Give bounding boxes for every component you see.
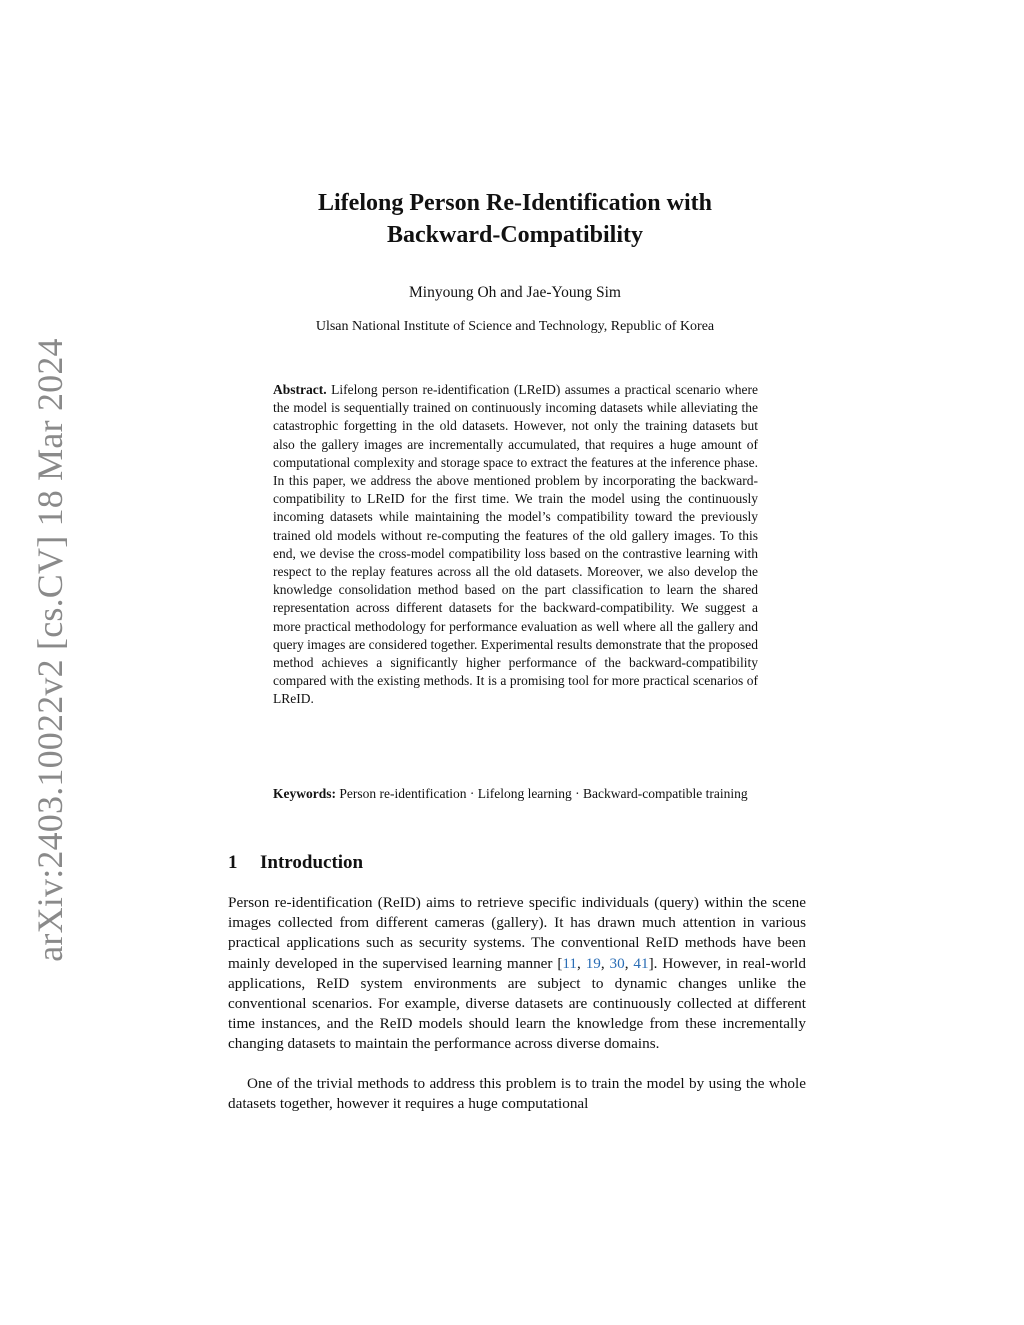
keywords-label: Keywords:	[273, 786, 336, 801]
section-title: Introduction	[260, 852, 364, 873]
citation-link[interactable]: 19	[585, 954, 601, 972]
intro-paragraph-2: One of the trivial methods to address this problem is to train the model by using the whole datasets together, however it requires a huge computational	[228, 1075, 806, 1113]
section-number: 1	[228, 852, 238, 873]
citation-link[interactable]: 41	[633, 954, 649, 972]
arxiv-identifier-stamp: arXiv:2403.10022v2 [cs.CV] 18 Mar 2024	[30, 338, 70, 962]
title-line-1: Lifelong Person Re-Identification with	[318, 190, 712, 216]
title-line-2: Backward-Compatibility	[386, 222, 643, 248]
abstract-text: Lifelong person re-identification (LReID) assumes a practical scenario where the model is sequentially trained on continuously incoming datasets while alleviating the catastrophic forgetting in the old datasets. However, not only the training datasets but also the gallery images are incrementally accumulated, that requires a huge amount of computational complexity and storage space to extract the features at the inference phase. In this paper, we address the above mentioned problem by incorporating the backward-compatibility to LReID for the first time. We train the model using the continuously incoming datasets while maintaining the model’s compatibility toward the previously trained old models without re-computing the features of the old gallery images. To this end, we devise the cross-model compatibility loss based on the contrastive learning with respect to the replay features across all the old datasets. Moreover, we also develop the knowledge consolidation method based on the part classification to learn the shared representation across different datasets for the backward-compatibility. We suggest a more practical methodology for performance evaluation as well where all the gallery and query images are considered together. Experimental results demonstrate that the proposed method achieves a significantly higher performance of the backward-compatibility compared with the existing methods. It is a promising tool for more practical scenarios of LReID.	[273, 382, 758, 707]
section-heading-introduction	[228, 852, 363, 874]
abstract-label: Abstract.	[273, 382, 327, 397]
citation-link[interactable]: 30	[609, 954, 625, 972]
abstract	[273, 381, 758, 709]
keywords	[273, 785, 803, 803]
paper-title	[230, 187, 800, 251]
keywords-text: Person re-identification · Lifelong learning · Backward-compatible training	[339, 786, 748, 801]
citation-link[interactable]: 11	[562, 954, 578, 972]
affiliation: Ulsan National Institute of Science and Technology, Republic of Korea	[315, 319, 715, 334]
intro-p1-text: Person re-identification (ReID) aims to retrieve specific individuals (query) within the scene images collected from different cameras (gallery). It has drawn much attention in various practical applications such as security systems. The conventional ReID methods have been mainly developed in the supervised learning manner [	[228, 894, 806, 972]
intro-paragraph-1: Person re-identification (ReID) aims to retrieve specific individuals (query) within the scene images collected from different cameras (gallery). It has drawn much attention in various practical applications such as security systems. The conventional ReID methods have been mainly developed in the supervised learning manner [11, 19, 30, 41]. However, in real-world applications, ReID system environments are subject to dynamic changes unlike the conventional scenarios. For example, diverse datasets are continuously collected at different time instances, and the ReID models should learn the knowledge from these incrementally changing datasets to maintain the performance across diverse domains.	[228, 894, 806, 1053]
author-list: Minyoung Oh and Jae-Young Sim	[409, 284, 621, 301]
intro-p1-text-continued: ]. However, in real-world applications, ReID system environments are subject to dynamic changes unlike the conventional scenarios. For example, diverse datasets are continuously collected at different time instances, and the ReID models should learn the knowledge from these incrementally changing datasets to maintain the performance across diverse domains.	[228, 954, 806, 1053]
